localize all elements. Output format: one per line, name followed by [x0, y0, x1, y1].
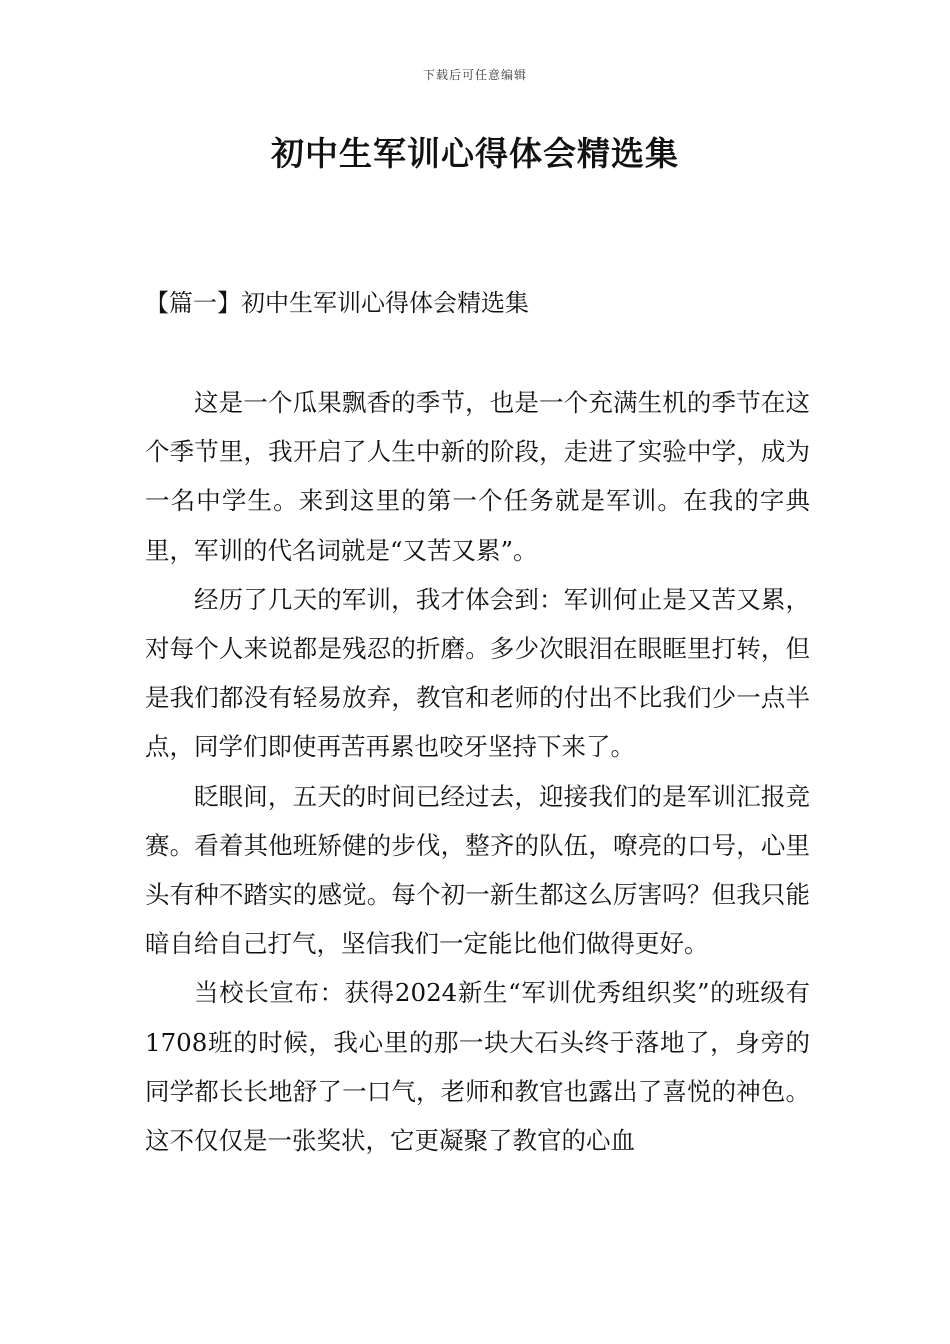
- section-heading: 【篇一】初中生军训心得体会精选集: [145, 289, 529, 317]
- paragraph-4: 当校长宣布：获得2024新生“军训优秀组织奖”的班级有1708班的时候，我心里的那一块大石头终于落地了，身旁的同学都长长地舒了一口气，老师和教官也露出了喜悦的神色。这不仅仅是一张奖状，它更凝聚了教官的心血: [145, 978, 810, 1156]
- paragraph-2: 经历了几天的军训，我才体会到：军训何止是又苦又累，对每个人来说都是残忍的折磨。多少次眼泪在眼眶里打转，但是我们都没有轻易放弃，教官和老师的付出不比我们少一点半点，同学们即使再苦再累也咬牙坚持下来了。: [145, 584, 810, 762]
- document-title: 初中生军训心得体会精选集: [271, 134, 679, 173]
- paragraph-3: 眨眼间，五天的时间已经过去，迎接我们的是军训汇报竞赛。看着其他班矫健的步伐，整齐的队伍，嘹亮的口号，心里头有种不踏实的感觉。每个初一新生都这么厉害吗？但我只能暗自给自己打气，坚信我们一定能比他们做得更好。: [145, 781, 810, 959]
- header-note: 下载后可任意编辑: [422, 68, 527, 82]
- paragraph-1: 这是一个瓜果飘香的季节，也是一个充满生机的季节在这个季节里，我开启了人生中新的阶段，走进了实验中学，成为一名中学生。来到这里的第一个任务就是军训。在我的字典里，军训的代名词就是“又苦又累”。: [145, 388, 810, 565]
- body-text: [145, 378, 810, 1165]
